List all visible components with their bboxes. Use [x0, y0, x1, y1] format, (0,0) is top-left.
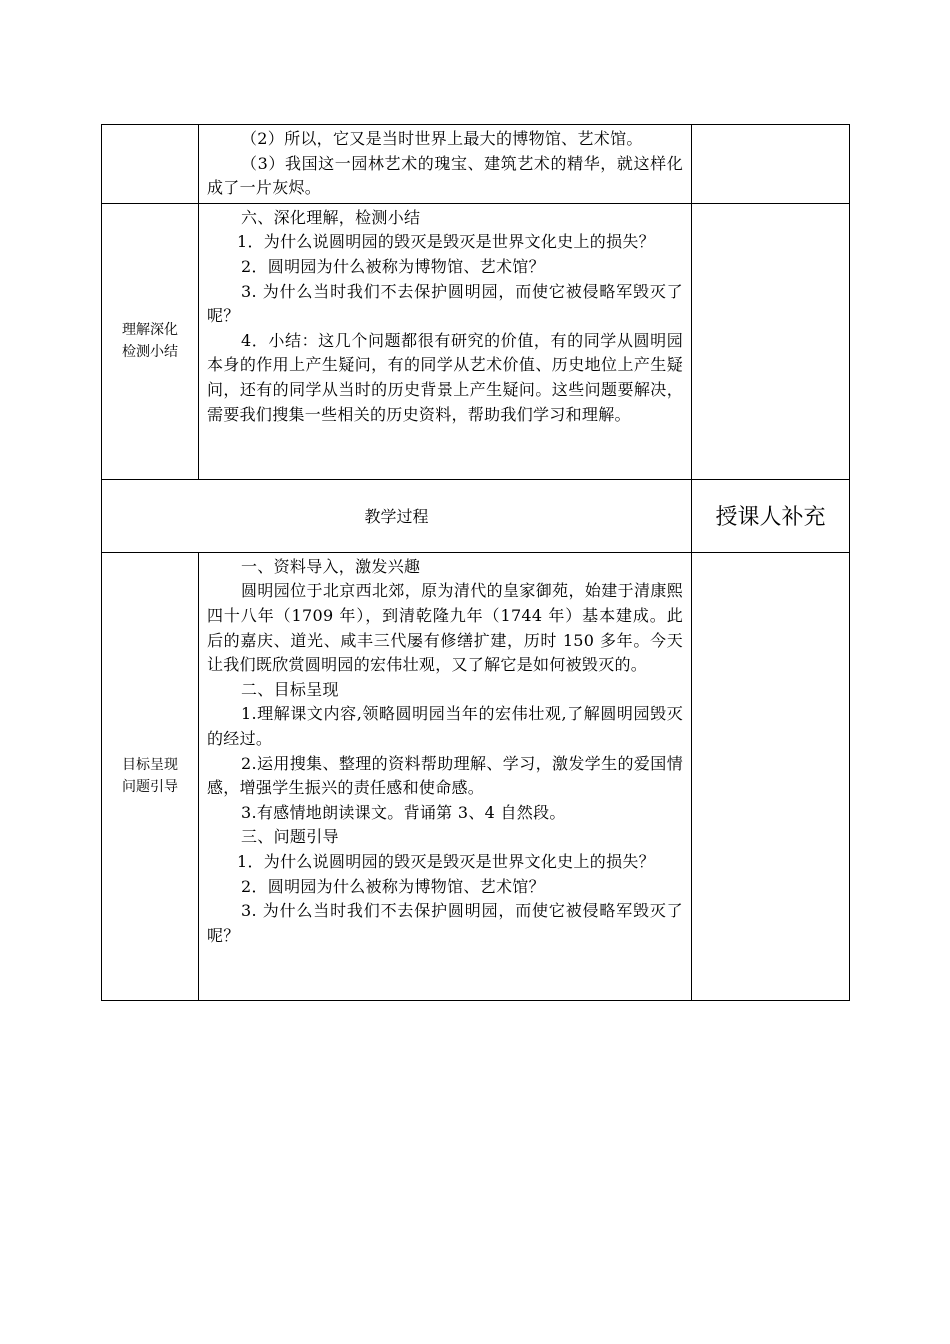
row-label-line: 问题引导: [122, 779, 178, 796]
content-cell: [199, 203, 692, 479]
section-heading: 二、目标呈现: [241, 679, 339, 699]
table-row: [102, 552, 850, 1000]
row-label-line: 目标呈现: [122, 757, 178, 774]
question-item: 1．为什么说圆明园的毁灭是毁灭是世界文化史上的损失？: [237, 851, 655, 871]
supplement-cell: [692, 552, 850, 1000]
section-header-row: [102, 479, 850, 552]
objective-item: 1.理解课文内容,领略圆明园当年的宏伟壮观,了解圆明园毁灭的经过。: [207, 704, 683, 748]
row-label-empty: [102, 125, 199, 204]
row-label: [102, 552, 199, 1000]
table-row: [102, 203, 850, 479]
question-item: 3. 为什么当时我们不去保护圆明园，而使它被侵略军毁灭了呢？: [207, 281, 683, 326]
objective-item: 2.运用搜集、整理的资料帮助理解、学习，激发学生的爱国情感，增强学生振兴的责任感和使命感。: [207, 753, 683, 798]
supplement-heading: 授课人补充: [692, 479, 850, 552]
row-label-line: 理解深化: [122, 322, 178, 339]
question-item: 2．圆明园为什么被称为博物馆、艺术馆？: [241, 876, 545, 896]
supplement-cell: [692, 203, 850, 479]
question-item: 3. 为什么当时我们不去保护圆明园，而使它被侵略军毁灭了呢？: [207, 901, 683, 945]
teaching-process-heading: 教学过程: [102, 479, 692, 552]
content-cell: [199, 125, 692, 204]
question-item: 1．为什么说圆明园的毁灭是毁灭是世界文化史上的损失？: [237, 232, 655, 252]
paragraph: （3）我国这一园林艺术的瑰宝、建筑艺术的精华，就这样化成了一片灰烬。: [207, 153, 683, 198]
supplement-cell: [692, 125, 850, 204]
table-row: [102, 125, 850, 204]
row-label-line: 检测小结: [122, 344, 178, 361]
content-cell: [199, 552, 692, 1000]
paragraph: 圆明园位于北京西北郊，原为清代的皇家御苑，始建于清康熙四十八年（1709 年），到清乾隆九年（1744 年）基本建成。此后的嘉庆、道光、咸丰三代屡有修缮扩建，历时 150 多年。今天让我们既欣赏圆明园的宏伟壮观，又了解它是如何被毁灭的。: [207, 581, 683, 675]
row-label: [102, 203, 199, 479]
section-heading: 一、资料导入，激发兴趣: [241, 556, 421, 576]
section-heading: 三、问题引导: [241, 827, 339, 847]
question-item: 2．圆明园为什么被称为博物馆、艺术馆？: [241, 256, 545, 276]
lesson-plan-table: [101, 124, 850, 1001]
objective-item: 3.有感情地朗读课文。背诵第 3、4 自然段。: [241, 802, 566, 822]
paragraph: （2）所以，它又是当时世界上最大的博物馆、艺术馆。: [241, 129, 643, 148]
summary-paragraph: 4．小结：这几个问题都很有研究的价值，有的同学从圆明园本身的作用上产生疑问，有的同学从艺术价值、历史地位上产生疑问，还有的同学从当时的历史背景上产生疑问。这些问题要解决，需要我们搜集一些相关的历史资料，帮助我们学习和理解。: [207, 330, 683, 424]
section-heading: 六、深化理解，检测小结: [241, 207, 421, 227]
